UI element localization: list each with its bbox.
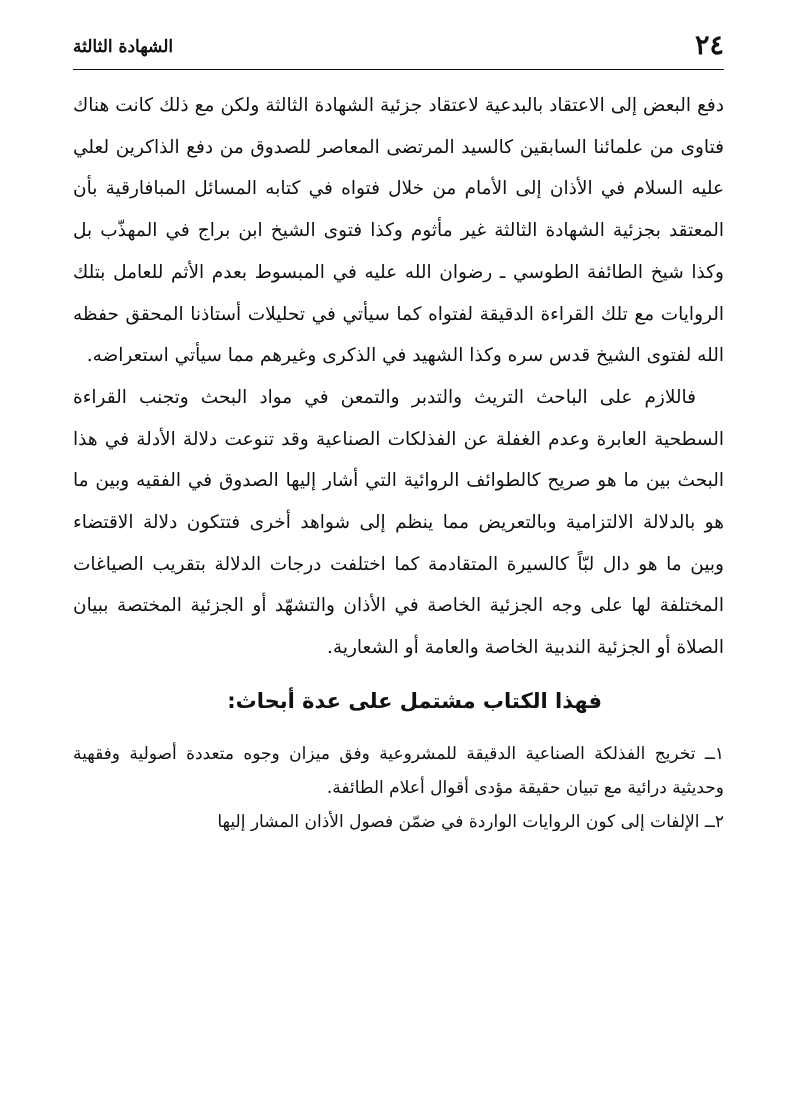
page-body bbox=[73, 85, 724, 839]
page-number: ٢٤ bbox=[694, 30, 724, 61]
page-header bbox=[73, 28, 724, 68]
paragraph: دفع البعض إلى الاعتقاد بالبدعية لاعتقاد جزئية الشهادة الثالثة ولكن مع ذلك كانت هناك فتاوى من علمائنا السابقين كالسيد المرتضى المعاصر للصدوق من دفع الذاكرين لعلي عليه السلام في الأذان إلى الأمام من خلال فتواه في كتابه المسائل المبافارقية بأن المعتقد بجزئية الشهادة الثالثة غير مأثوم وكذا فتوى الشيخ ابن براج في المهذّب بل وكذا شيخ الطائفة الطوسي ـ رضوان الله عليه في المبسوط بعدم الأثم للعامل بتلك الروايات مع تلك القراءة الدقيقة لفتواه كما سيأتي في تحليلات أستاذنا المحقق حفظه الله لفتوى الشيخ قدس سره وكذا الشهيد في الذكرى وغيرهم مما سيأتي استعراضه. bbox=[73, 95, 724, 367]
header-divider bbox=[73, 69, 724, 70]
running-title: الشهادة الثالثة bbox=[73, 37, 174, 57]
section-heading: فهذا الكتاب مشتمل على عدة أبحاث: bbox=[227, 688, 602, 713]
list-item: ٢ــ الإلفات إلى كون الروايات الواردة في ضمّن فصول الأذان المشار إليها bbox=[217, 811, 724, 832]
paragraph: فاللازم على الباحث التريث والتدبر والتمعن في مواد البحث وتجنب القراءة السطحية العابرة وعدم الغفلة عن الفذلكات الصناعية وقد تنوعت دلالة الأدلة في هذا البحث بين ما هو صريح كالطوائف الروائية التي أشار إليها الصدوق في الفقيه وبين ما هو بالدلالة الالتزامية وبالتعريض مما ينظم إلى شواهد أخرى فتتكون دلالة الاقتضاء وبين ما هو دال لبّاً كالسيرة المتقادمة كما اختلفت درجات الدلالة بتقريب الصياغات المختلفة لها على وجه الجزئية الخاصة في الأذان والتشهّد أو الجزئية المختصة ببيان الصلاة أو الجزئية الندبية الخاصة والعامة أو الشعارية. bbox=[73, 386, 724, 659]
list-item: ١ــ تخريج الفذلكة الصناعية الدقيقة للمشروعية وفق ميزان وجوه متعددة أصولية وفقهية وحديثية درائية مع تبيان حقيقة مؤدى أقوال أعلام الطائفة. bbox=[73, 743, 724, 798]
